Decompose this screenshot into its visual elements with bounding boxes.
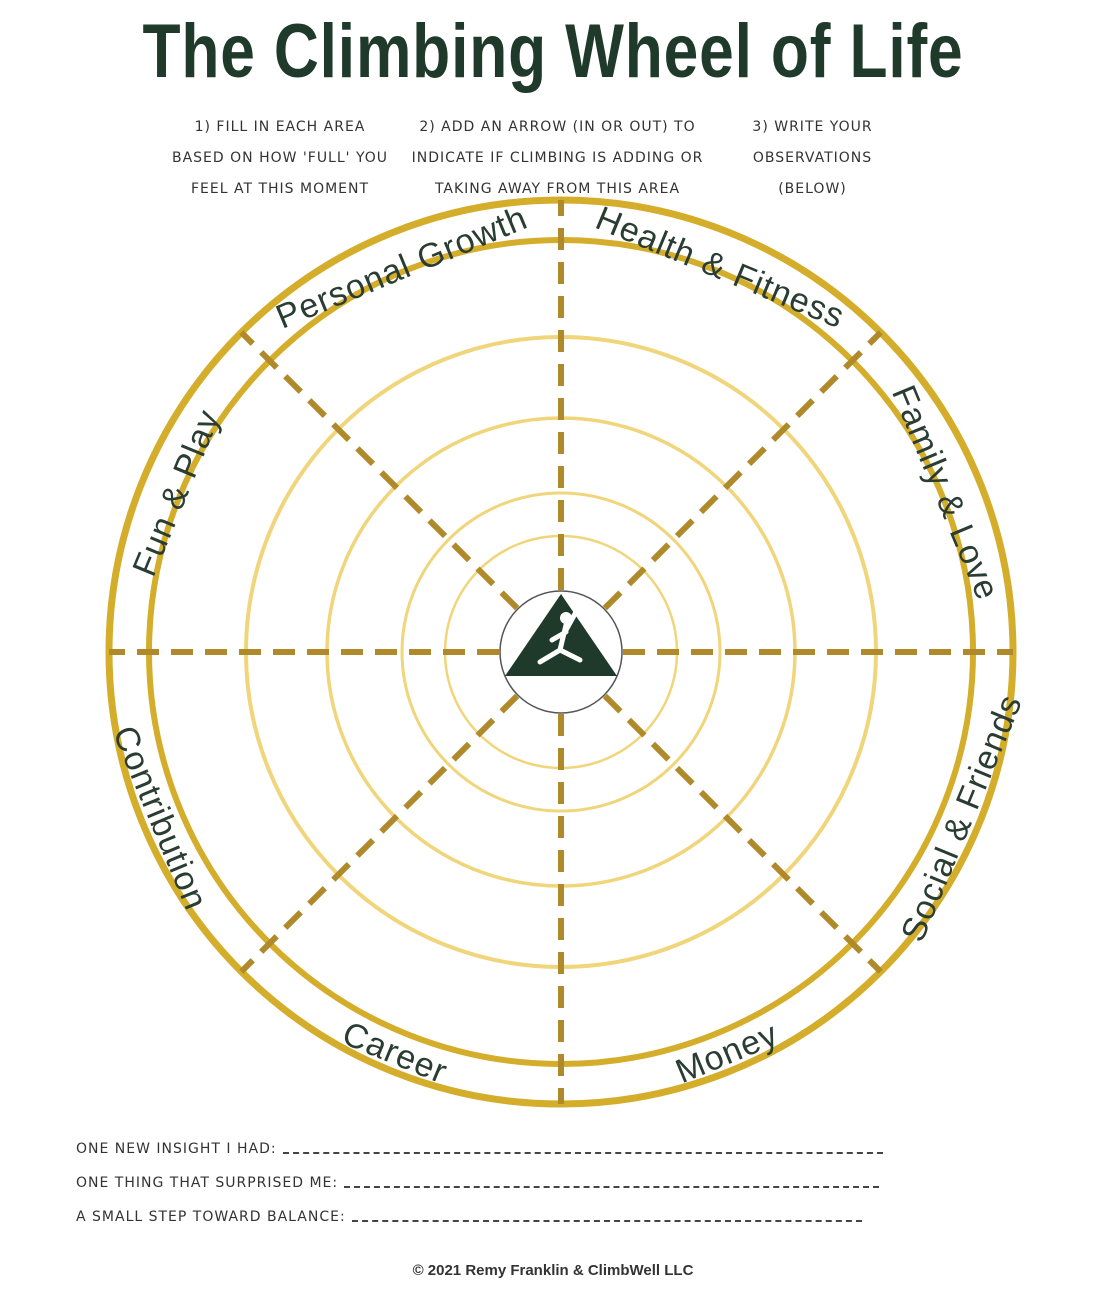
prompt-label: ONE NEW INSIGHT I HAD: (76, 1141, 277, 1157)
segment-label: Personal Growth (270, 198, 534, 337)
observation-prompts (76, 1132, 883, 1234)
spoke-divider (241, 696, 517, 972)
instruction-line: 3) WRITE YOUR (752, 119, 873, 135)
prompt-insight (76, 1132, 883, 1166)
instruction-line: 2) ADD AN ARROW (IN OR OUT) TO (419, 119, 696, 135)
instruction-line: OBSERVATIONS (752, 150, 873, 166)
answer-line[interactable] (352, 1212, 862, 1222)
prompt-label: A SMALL STEP TOWARD BALANCE: (76, 1209, 346, 1225)
segment-label: Health & Fitness (590, 199, 851, 336)
instruction-line: 1) FILL IN EACH AREA (194, 119, 366, 135)
segment-label: Career (336, 1014, 454, 1092)
answer-line[interactable] (344, 1178, 879, 1188)
spoke-divider (605, 332, 881, 608)
segment-label: Money (670, 1014, 784, 1091)
segment-label: Social & Friends (893, 689, 1030, 948)
instruction-line: TAKING AWAY FROM THIS AREA (434, 181, 681, 197)
page-title: The Climbing Wheel of Life (142, 9, 964, 94)
instruction-line: BASED ON HOW 'FULL' YOU (171, 150, 389, 166)
instruction-line: INDICATE IF CLIMBING IS ADDING OR (411, 150, 704, 166)
spoke-divider (605, 696, 881, 972)
segment-label: Family & Love (884, 380, 1007, 606)
climber-triangle-logo-icon (500, 591, 622, 713)
segment-label: Contribution (105, 720, 215, 916)
segment-label: Fun & Play (125, 404, 228, 582)
instruction-line: (BELOW) (778, 181, 847, 197)
prompt-label: ONE THING THAT SURPRISED ME: (76, 1175, 339, 1191)
prompt-small-step (76, 1200, 883, 1234)
copyright: © 2021 Remy Franklin & ClimbWell LLC (412, 1262, 694, 1279)
spoke-divider (241, 332, 517, 608)
answer-line[interactable] (283, 1144, 883, 1154)
prompt-surprise (76, 1166, 883, 1200)
instruction-line: FEEL AT THIS MOMENT (190, 181, 370, 197)
